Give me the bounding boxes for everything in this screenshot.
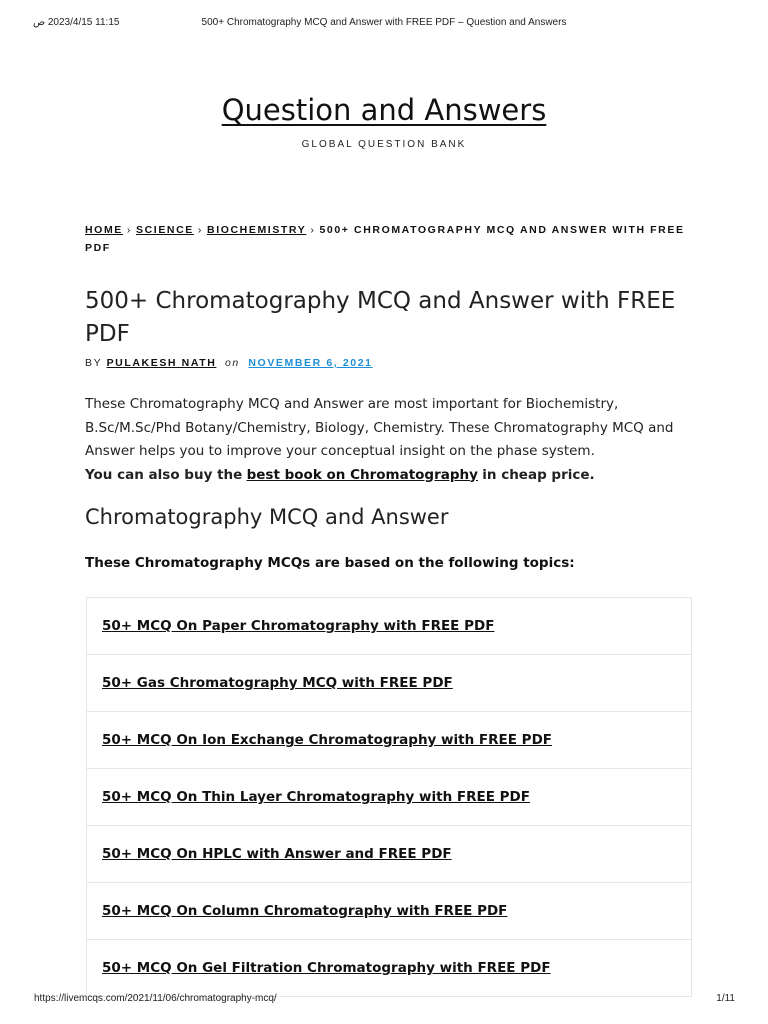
list-item xyxy=(87,712,691,769)
breadcrumb-separator: › xyxy=(310,224,316,236)
topic-link-gas[interactable]: 50+ Gas Chromatography MCQ with FREE PDF xyxy=(102,675,453,691)
list-item xyxy=(87,826,691,883)
intro-text: These Chromatography MCQ and Answer are most important for Biochemistry, B.Sc/M.Sc/Phd Botany/Chemistry, Biology, Chemistry. These Chromatography MCQ and Answer helps you to improve your conceptual insight on the phase system. xyxy=(85,396,674,459)
print-document-title: 500+ Chromatography MCQ and Answer with FREE PDF – Question and Answers xyxy=(201,17,567,28)
topic-link-column[interactable]: 50+ MCQ On Column Chromatography with FREE PDF xyxy=(102,903,508,919)
list-item xyxy=(87,940,691,997)
buy-suffix: in cheap price. xyxy=(482,466,595,483)
breadcrumb xyxy=(85,221,685,257)
topics-list xyxy=(86,597,692,997)
list-item xyxy=(87,598,691,655)
list-item xyxy=(87,883,691,940)
topic-link-hplc[interactable]: 50+ MCQ On HPLC with Answer and FREE PDF xyxy=(102,846,452,862)
breadcrumb-home[interactable]: HOME xyxy=(85,224,123,236)
intro-paragraph xyxy=(85,393,695,487)
breadcrumb-separator: › xyxy=(197,224,204,236)
topic-link-thin-layer[interactable]: 50+ MCQ On Thin Layer Chromatography with FREE PDF xyxy=(102,789,530,805)
print-header xyxy=(0,17,768,31)
print-datetime: 11:15 2023/4/15 ص xyxy=(33,17,120,28)
breadcrumb-separator: › xyxy=(126,224,133,236)
list-item xyxy=(87,655,691,712)
section-heading: Chromatography MCQ and Answer xyxy=(85,505,449,529)
author-link[interactable]: PULAKESH NATH xyxy=(106,357,217,369)
on-label: on xyxy=(224,357,240,369)
site-title xyxy=(0,93,768,127)
print-page-number: 1/11 xyxy=(716,993,735,1004)
best-book-link[interactable]: best book on Chromatography xyxy=(246,466,478,483)
post-date-link[interactable]: NOVEMBER 6, 2021 xyxy=(248,357,373,369)
breadcrumb-science[interactable]: SCIENCE xyxy=(136,224,194,236)
site-tagline: GLOBAL QUESTION BANK xyxy=(301,139,467,150)
topic-link-ion-exchange[interactable]: 50+ MCQ On Ion Exchange Chromatography with FREE PDF xyxy=(102,732,553,748)
post-title: 500+ Chromatography MCQ and Answer with FREE PDF xyxy=(85,288,676,347)
breadcrumb-current: 500+ CHROMATOGRAPHY MCQ AND ANSWER WITH FREE PDF xyxy=(85,224,685,254)
post-meta xyxy=(85,357,373,369)
topic-link-paper[interactable]: 50+ MCQ On Paper Chromatography with FREE PDF xyxy=(102,618,495,634)
list-item xyxy=(87,769,691,826)
buy-prefix: You can also buy the xyxy=(85,466,243,483)
topics-intro: These Chromatography MCQs are based on the following topics: xyxy=(85,555,575,571)
by-label: BY xyxy=(85,357,103,369)
breadcrumb-biochemistry[interactable]: BIOCHEMISTRY xyxy=(207,224,307,236)
site-title-link[interactable]: Question and Answers xyxy=(221,93,547,127)
print-url: https://livemcqs.com/2021/11/06/chromatography-mcq/ xyxy=(34,993,277,1004)
topic-link-gel-filtration[interactable]: 50+ MCQ On Gel Filtration Chromatography with FREE PDF xyxy=(102,960,551,976)
print-footer xyxy=(0,993,768,1007)
